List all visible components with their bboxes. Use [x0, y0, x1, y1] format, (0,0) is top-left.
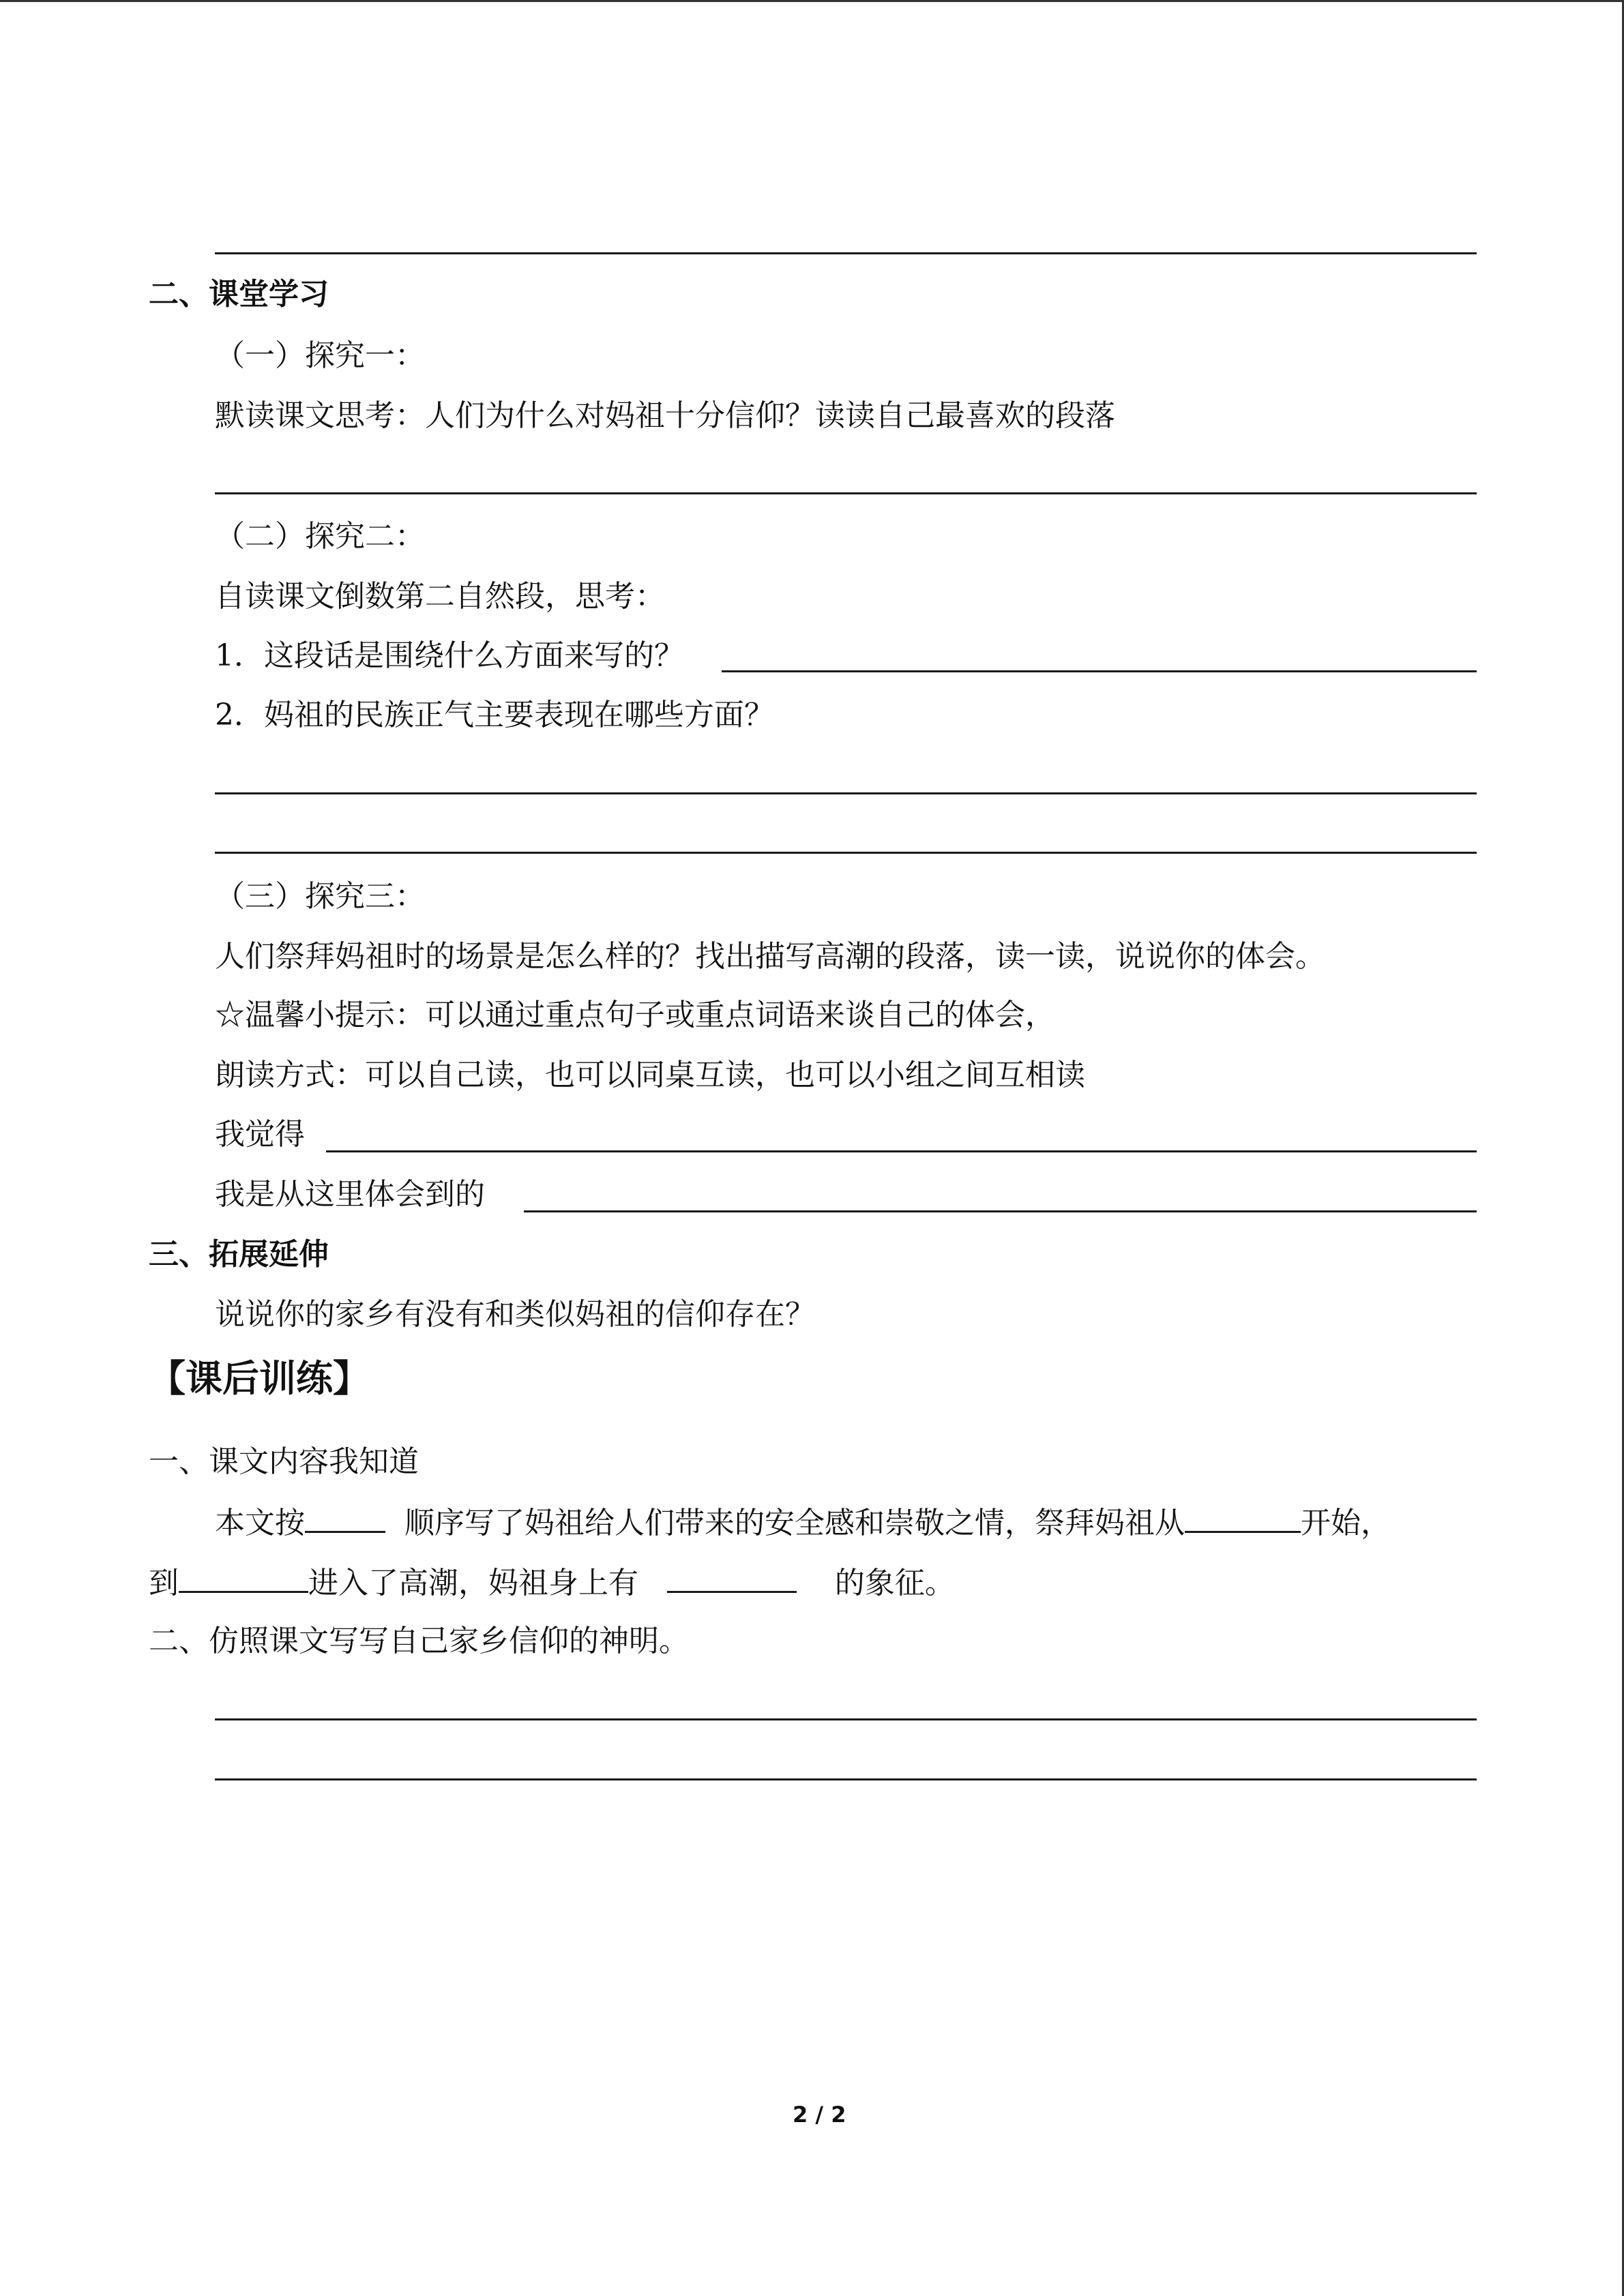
inquiry3-reading-method: 朗读方式：可以自己读，也可以同桌互读，也可以小组之间互相读	[215, 1058, 1085, 1092]
inquiry3-tip: ☆温馨小提示：可以通过重点句子或重点词语来谈自己的体会，	[215, 998, 1055, 1032]
part1-title: 一、课文内容我知道	[149, 1444, 419, 1479]
blank-start[interactable]	[1185, 1504, 1301, 1533]
fill-line-1	[215, 1504, 1391, 1542]
inquiry1-prompt: 默读课文思考：人们为什么对妈祖十分信仰？读读自己最喜欢的段落	[215, 398, 1115, 433]
inquiry1-title: （一）探究一：	[215, 338, 425, 373]
extension-prompt: 说说你的家乡有没有和类似妈祖的信仰存在？	[215, 1297, 815, 1332]
blank-order[interactable]	[305, 1504, 385, 1533]
answer-line-inquiry1[interactable]	[215, 492, 1477, 494]
fill-line-2-text-b: 进入了高潮，妈祖身上有	[308, 1566, 638, 1600]
inquiry3-i-feel-label: 我觉得	[215, 1117, 305, 1152]
answer-line-part2b[interactable]	[215, 1778, 1477, 1780]
blank-climax[interactable]	[179, 1564, 308, 1593]
part2-title: 二、仿照课文写写自己家乡信仰的神明。	[149, 1624, 689, 1658]
inquiry2-question-2: 2．妈祖的民族正气主要表现在哪些方面？	[215, 698, 774, 732]
fill-line-1-text-a: 本文按	[215, 1506, 305, 1540]
page-number: 2 / 2	[793, 2102, 846, 2128]
answer-line-i-feel[interactable]	[326, 1150, 1477, 1152]
inquiry3-prompt: 人们祭拜妈祖时的场景是怎么样的？找出描写高潮的段落，读一读，说说你的体会。	[215, 939, 1325, 974]
inquiry2-prompt: 自读课文倒数第二自然段，思考：	[215, 579, 665, 614]
answer-line-part2a[interactable]	[215, 1718, 1477, 1720]
fill-line-2-text-a: 到	[149, 1566, 179, 1600]
answer-line-inquiry2-q2b[interactable]	[215, 852, 1477, 854]
fill-line-1-text-b: 顺序写了妈祖给人们带来的安全感和崇敬之情，祭拜妈祖从	[404, 1506, 1185, 1540]
inquiry3-title: （三）探究三：	[215, 879, 425, 914]
answer-line-from-here[interactable]	[524, 1210, 1477, 1212]
fill-line-1-text-c: 开始，	[1300, 1506, 1391, 1540]
inquiry3-from-here-label: 我是从这里体会到的	[215, 1177, 485, 1212]
section-title-class-study: 二、课堂学习	[149, 277, 329, 312]
answer-line-inquiry2-q2a[interactable]	[215, 792, 1477, 794]
page-frame-top	[0, 0, 1624, 2]
inquiry2-title: （二）探究二：	[215, 519, 425, 554]
answer-line-inquiry2-q1[interactable]	[722, 670, 1477, 672]
inquiry2-question-1: 1．这段话是围绕什么方面来写的？	[215, 638, 684, 673]
after-class-heading: 【课后训练】	[149, 1357, 370, 1400]
fill-line-2-text-c: 的象征。	[834, 1566, 955, 1600]
section-title-extension: 三、拓展延伸	[149, 1237, 329, 1272]
fill-line-2	[149, 1564, 955, 1602]
answer-line-top	[215, 252, 1477, 254]
blank-symbol[interactable]	[667, 1564, 797, 1593]
